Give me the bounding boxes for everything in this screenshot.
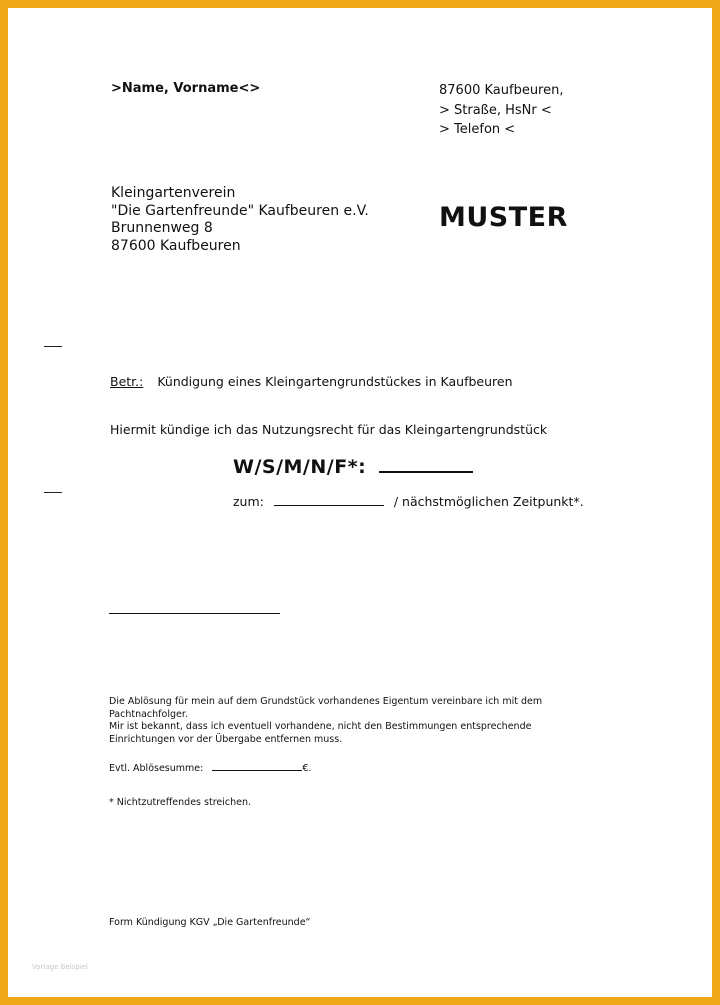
subject-label: Betr.: (110, 374, 144, 389)
watermark: Vorlage Beispiel (32, 963, 88, 971)
recipient-address (111, 185, 369, 255)
notes-line-1: Die Ablösung für mein auf dem Grundstück vorhandenes Eigentum vereinbare ich mit dem (109, 696, 543, 707)
subject-text: Kündigung eines Kleingartengrundstückes in Kaufbeuren (157, 374, 513, 389)
abloese-currency: €. (302, 763, 312, 774)
abloese-field (109, 761, 311, 774)
sender-phone: > Telefon < (439, 122, 516, 137)
signature-line (109, 613, 280, 614)
sender-address (439, 81, 563, 140)
notes-line-3: Mir ist bekannt, dass ich eventuell vorhandene, nicht den Bestimmungen entsprechende (109, 721, 532, 732)
form-footer: Form Kündigung KGV „Die Gartenfreunde“ (109, 917, 311, 928)
recipient-line-1: Kleingartenverein (111, 185, 236, 201)
date-field (233, 494, 584, 509)
plot-field (233, 453, 473, 478)
body-intro: Hiermit kündige ich das Nutzungsrecht für das Kleingartengrundstück (110, 422, 548, 437)
date-blank-line (274, 494, 384, 506)
sender-name: >Name, Vorname<> (111, 81, 261, 96)
footnote: * Nichtzutreffendes streichen. (109, 797, 251, 808)
plot-label: W/S/M/N/F*: (233, 456, 367, 478)
fold-mark-middle (44, 492, 62, 493)
document-page (8, 8, 712, 997)
subject-line (110, 374, 513, 389)
muster-stamp: MUSTER (439, 202, 568, 233)
notes-paragraph (109, 696, 609, 746)
date-prefix: zum: (233, 494, 264, 509)
sender-city: 87600 Kaufbeuren, (439, 83, 564, 98)
notes-line-2: Pachtnachfolger. (109, 708, 188, 720)
abloese-label: Evtl. Ablösesumme: (109, 763, 204, 774)
date-suffix: / nächstmöglichen Zeitpunkt*. (393, 494, 584, 509)
plot-blank-line (379, 453, 473, 473)
abloese-blank-line (212, 761, 302, 771)
recipient-line-3: Brunnenweg 8 (111, 220, 213, 236)
notes-line-4: Einrichtungen vor der Übergabe entfernen muss. (109, 733, 343, 745)
recipient-line-4: 87600 Kaufbeuren (111, 237, 241, 254)
sender-street: > Straße, HsNr < (439, 102, 552, 118)
fold-mark-top (44, 346, 62, 347)
recipient-line-2: "Die Gartenfreunde" Kaufbeuren e.V. (111, 202, 369, 219)
